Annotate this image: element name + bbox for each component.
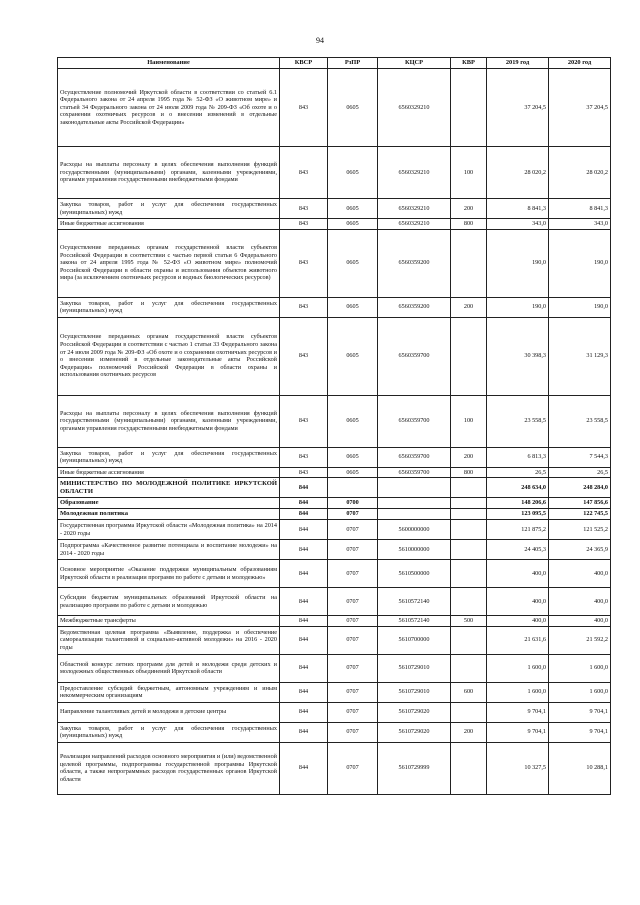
table-row [58,297,611,317]
row-2020-cell: 9 704,1 [549,722,611,742]
row-2020-cell: 31 129,3 [549,317,611,395]
table-row [58,69,611,147]
table-row [58,447,611,467]
row-name-cell: Осуществление полномочий Иркутской области в соответствии со статьей 6.1 Федерального закона от 24 апреля 1995 года № 52-ФЗ «О животном мире» и статьей 34 Федерального закона от 24 июля 2009 года № 209-ФЗ «Об охоте и о сохранении охотничьих ресурсов и о внесении изменений в отдельные законодательные акты Российской Федерации» [58,69,280,147]
row-name-cell: МИНИСТЕРСТВО ПО МОЛОДЕЖНОЙ ПОЛИТИКЕ ИРКУТСКОЙ ОБЛАСТИ [58,478,280,498]
row-2020-cell: 8 841,3 [549,199,611,219]
table-row [58,588,611,616]
row-rzpr-cell: 0605 [328,447,378,467]
row-kvr-cell [451,742,487,794]
row-name-cell: Осуществление переданных органам государственной власти субъектов Российской Федерации в соответствии с частью первой статьи 6 Федерального закона от 24 апреля 1995 года № 52-ФЗ «О животном мире» полномочий Российской Федерации в области охраны и использования объектов животного мира (за исключением охотничьих ресурсов и водных биологических ресурсов) [58,229,280,297]
col-header-kvsr: КВСР [280,58,328,69]
row-2019-cell: 9 704,1 [487,722,549,742]
row-name-cell: Направление талантливых детей и молодежи в детские центры [58,702,280,722]
table-row [58,540,611,560]
row-name-cell: Расходы на выплаты персоналу в целях обеспечения выполнения функций государственными (муниципальными) органами, казенными учреждениями, органами управления государственными внебюджетными фондами [58,395,280,447]
table-row [58,616,611,627]
row-kvr-cell [451,69,487,147]
row-kvsr-cell: 843 [280,69,328,147]
row-2020-cell: 28 020,2 [549,147,611,199]
table-row [58,467,611,478]
col-header-name: Наименование [58,58,280,69]
table-header-row [58,58,611,69]
row-2019-cell: 343,0 [487,219,549,230]
row-kvsr-cell: 843 [280,147,328,199]
row-kcsr-cell: 6560359700 [378,317,451,395]
row-kcsr-cell: 6560329210 [378,69,451,147]
row-2019-cell: 190,0 [487,297,549,317]
row-2020-cell: 26,5 [549,467,611,478]
row-rzpr-cell: 0707 [328,722,378,742]
row-kvsr-cell: 843 [280,229,328,297]
row-2020-cell: 10 288,1 [549,742,611,794]
row-2019-cell: 30 398,3 [487,317,549,395]
row-kvr-cell [451,654,487,682]
row-kvsr-cell: 843 [280,395,328,447]
row-2019-cell: 6 813,3 [487,447,549,467]
row-name-cell: Ведомственная целевая программа «Выявление, поддержка и обеспечение самореализации талантливой и социально-активной молодежи» на 2016 - 2020 годы [58,626,280,654]
row-name-cell: Подпрограмма «Качественное развитие потенциала и воспитание молодежи» на 2014 - 2020 годы [58,540,280,560]
row-name-cell: Расходы на выплаты персоналу в целях обеспечения выполнения функций государственными (муниципальными) органами, казенными учреждениями, органами управления государственными внебюджетными фондами [58,147,280,199]
row-kcsr-cell [378,509,451,520]
row-name-cell: Реализация направлений расходов основного мероприятия и (или) ведомственной целевой программы, подпрограммы государственной программы Иркутской области, а также непрограммных расходов государственных органов Иркутской области [58,742,280,794]
page-number: 94 [316,36,324,45]
row-name-cell: Основное мероприятие «Оказание поддержки муниципальным образованиям Иркутской области в реализации программ по работе с детьми и молодежью» [58,560,280,588]
row-rzpr-cell: 0707 [328,616,378,627]
row-name-cell: Закупка товаров, работ и услуг для обеспечения государственных (муниципальных) нужд [58,722,280,742]
row-rzpr-cell: 0707 [328,682,378,702]
row-2020-cell: 21 592,2 [549,626,611,654]
row-rzpr-cell: 0707 [328,588,378,616]
table-row [58,520,611,540]
row-kvsr-cell: 844 [280,682,328,702]
row-rzpr-cell [328,478,378,498]
row-2020-cell: 1 600,0 [549,682,611,702]
table-row [58,229,611,297]
row-name-cell: Осуществление переданных органам государственной власти субъектов Российской Федерации в соответствии с частью 1 статьи 33 Федерального закона от 24 июля 2009 года № 209-ФЗ «Об охоте и о сохранении охотничьих ресурсов и о внесении изменений в отдельные законодательные акты Российской Федерации» полномочий Российской Федерации в области охраны и использования охотничьих ресурсов [58,317,280,395]
row-name-cell: Образование [58,498,280,509]
row-kvsr-cell: 844 [280,654,328,682]
row-rzpr-cell: 0605 [328,199,378,219]
row-rzpr-cell: 0605 [328,69,378,147]
row-2020-cell: 121 525,2 [549,520,611,540]
row-kcsr-cell: 6560329210 [378,219,451,230]
row-kvsr-cell: 843 [280,297,328,317]
row-2020-cell: 400,0 [549,588,611,616]
row-kvsr-cell: 844 [280,626,328,654]
row-kvr-cell [451,478,487,498]
row-kvr-cell: 200 [451,297,487,317]
row-2019-cell: 8 841,3 [487,199,549,219]
row-rzpr-cell: 0605 [328,395,378,447]
row-kvsr-cell: 843 [280,447,328,467]
row-rzpr-cell: 0605 [328,317,378,395]
row-kvsr-cell: 844 [280,478,328,498]
col-header-2020: 2020 год [549,58,611,69]
col-header-kcsr: КЦСР [378,58,451,69]
row-kvsr-cell: 843 [280,199,328,219]
row-rzpr-cell: 0707 [328,654,378,682]
row-kcsr-cell [378,498,451,509]
row-2019-cell: 21 631,6 [487,626,549,654]
row-2019-cell: 23 558,5 [487,395,549,447]
col-header-kvr: КВР [451,58,487,69]
row-rzpr-cell: 0605 [328,229,378,297]
row-2019-cell: 28 020,2 [487,147,549,199]
row-2019-cell: 400,0 [487,616,549,627]
row-rzpr-cell: 0700 [328,498,378,509]
row-kvsr-cell: 844 [280,616,328,627]
row-kcsr-cell: 6560359200 [378,297,451,317]
row-2019-cell: 190,0 [487,229,549,297]
row-kvr-cell [451,520,487,540]
row-kcsr-cell: 5610729020 [378,702,451,722]
row-2020-cell: 37 204,5 [549,69,611,147]
table-row [58,742,611,794]
row-kvr-cell: 200 [451,722,487,742]
row-kvsr-cell: 844 [280,540,328,560]
row-2019-cell: 400,0 [487,588,549,616]
row-2019-cell: 400,0 [487,560,549,588]
row-name-cell: Иные бюджетные ассигнования [58,219,280,230]
row-2019-cell: 10 327,5 [487,742,549,794]
row-kvr-cell: 800 [451,219,487,230]
row-rzpr-cell: 0605 [328,147,378,199]
row-kcsr-cell: 5610572140 [378,616,451,627]
row-kcsr-cell: 5610500000 [378,560,451,588]
row-name-cell: Предоставление субсидий бюджетным, автономным учреждениям и иным некоммерческим организациям [58,682,280,702]
row-rzpr-cell: 0707 [328,742,378,794]
row-2019-cell: 26,5 [487,467,549,478]
row-2019-cell: 1 600,0 [487,654,549,682]
row-kvr-cell [451,498,487,509]
row-2020-cell: 400,0 [549,560,611,588]
col-header-2019: 2019 год [487,58,549,69]
row-kvsr-cell: 844 [280,588,328,616]
col-header-rzpr: РзПР [328,58,378,69]
row-name-cell: Субсидии бюджетам муниципальных образований Иркутской области на реализацию программ по работе с детьми и молодежью [58,588,280,616]
row-2019-cell: 37 204,5 [487,69,549,147]
row-name-cell: Закупка товаров, работ и услуг для обеспечения государственных (муниципальных) нужд [58,297,280,317]
row-2020-cell: 122 745,5 [549,509,611,520]
row-name-cell: Закупка товаров, работ и услуг для обеспечения государственных (муниципальных) нужд [58,199,280,219]
row-name-cell: Иные бюджетные ассигнования [58,467,280,478]
table-row [58,498,611,509]
table-row [58,219,611,230]
row-rzpr-cell: 0707 [328,560,378,588]
row-kcsr-cell: 5610000000 [378,540,451,560]
table-row [58,199,611,219]
row-rzpr-cell: 0707 [328,520,378,540]
row-kcsr-cell: 6560359700 [378,467,451,478]
table-row [58,317,611,395]
row-kcsr-cell: 5610729999 [378,742,451,794]
row-2020-cell: 400,0 [549,616,611,627]
row-name-cell: Межбюджетные трансферты [58,616,280,627]
row-kvr-cell: 100 [451,147,487,199]
row-kcsr-cell: 5610572140 [378,588,451,616]
row-rzpr-cell: 0605 [328,467,378,478]
row-kvsr-cell: 844 [280,509,328,520]
row-name-cell: Государственная программа Иркутской области «Молодежная политика» на 2014 - 2020 годы [58,520,280,540]
row-name-cell: Областной конкурс летних программ для детей и молодежи среди детских и молодежных общественных объединений Иркутской области [58,654,280,682]
row-kcsr-cell: 5610729010 [378,682,451,702]
row-name-cell: Молодежная политика [58,509,280,520]
table-row [58,702,611,722]
row-2020-cell: 23 558,5 [549,395,611,447]
row-kvr-cell [451,626,487,654]
row-rzpr-cell: 0707 [328,702,378,722]
table-row [58,722,611,742]
row-rzpr-cell: 0605 [328,297,378,317]
table-row [58,654,611,682]
row-kvr-cell: 100 [451,395,487,447]
row-kvr-cell [451,560,487,588]
row-rzpr-cell: 0707 [328,540,378,560]
row-2019-cell: 148 206,6 [487,498,549,509]
row-kvsr-cell: 843 [280,467,328,478]
row-kvsr-cell: 843 [280,317,328,395]
row-kvr-cell: 600 [451,682,487,702]
row-2020-cell: 343,0 [549,219,611,230]
table-body [58,69,611,795]
table-row [58,560,611,588]
row-kvr-cell: 200 [451,199,487,219]
row-kvsr-cell: 844 [280,702,328,722]
row-kvr-cell: 200 [451,447,487,467]
row-2020-cell: 147 856,6 [549,498,611,509]
row-kvr-cell: 500 [451,616,487,627]
row-kcsr-cell: 6560359700 [378,395,451,447]
row-2019-cell: 1 600,0 [487,682,549,702]
row-kcsr-cell: 6560329210 [378,199,451,219]
row-kcsr-cell: 6560329210 [378,147,451,199]
row-rzpr-cell: 0707 [328,626,378,654]
row-kvsr-cell: 844 [280,742,328,794]
row-kvr-cell [451,509,487,520]
row-2019-cell: 248 634,0 [487,478,549,498]
row-2019-cell: 24 405,3 [487,540,549,560]
table-row [58,626,611,654]
row-kvsr-cell: 844 [280,520,328,540]
row-kvsr-cell: 844 [280,498,328,509]
row-kvr-cell [451,540,487,560]
row-2020-cell: 190,0 [549,297,611,317]
row-kcsr-cell: 6560359700 [378,447,451,467]
row-2019-cell: 123 095,5 [487,509,549,520]
row-kvsr-cell: 843 [280,219,328,230]
row-2019-cell: 9 704,1 [487,702,549,722]
row-2020-cell: 1 600,0 [549,654,611,682]
row-kvsr-cell: 844 [280,560,328,588]
table-row [58,395,611,447]
row-kvsr-cell: 844 [280,722,328,742]
row-2020-cell: 7 544,3 [549,447,611,467]
row-2020-cell: 9 704,1 [549,702,611,722]
row-kcsr-cell: 5600000000 [378,520,451,540]
table-row [58,509,611,520]
row-kvr-cell [451,317,487,395]
row-2020-cell: 190,0 [549,229,611,297]
row-2020-cell: 248 284,0 [549,478,611,498]
row-kvr-cell: 800 [451,467,487,478]
table-row [58,682,611,702]
budget-table [57,57,611,795]
table-row [58,478,611,498]
row-kvr-cell [451,588,487,616]
row-rzpr-cell: 0707 [328,509,378,520]
row-kvr-cell [451,702,487,722]
row-kvr-cell [451,229,487,297]
table-row [58,147,611,199]
row-kcsr-cell: 5610729010 [378,654,451,682]
row-kcsr-cell: 6560359200 [378,229,451,297]
row-2020-cell: 24 365,9 [549,540,611,560]
row-kcsr-cell: 5610729020 [378,722,451,742]
row-kcsr-cell [378,478,451,498]
row-kcsr-cell: 5610700000 [378,626,451,654]
row-name-cell: Закупка товаров, работ и услуг для обеспечения государственных (муниципальных) нужд [58,447,280,467]
row-2019-cell: 121 875,2 [487,520,549,540]
row-rzpr-cell: 0605 [328,219,378,230]
